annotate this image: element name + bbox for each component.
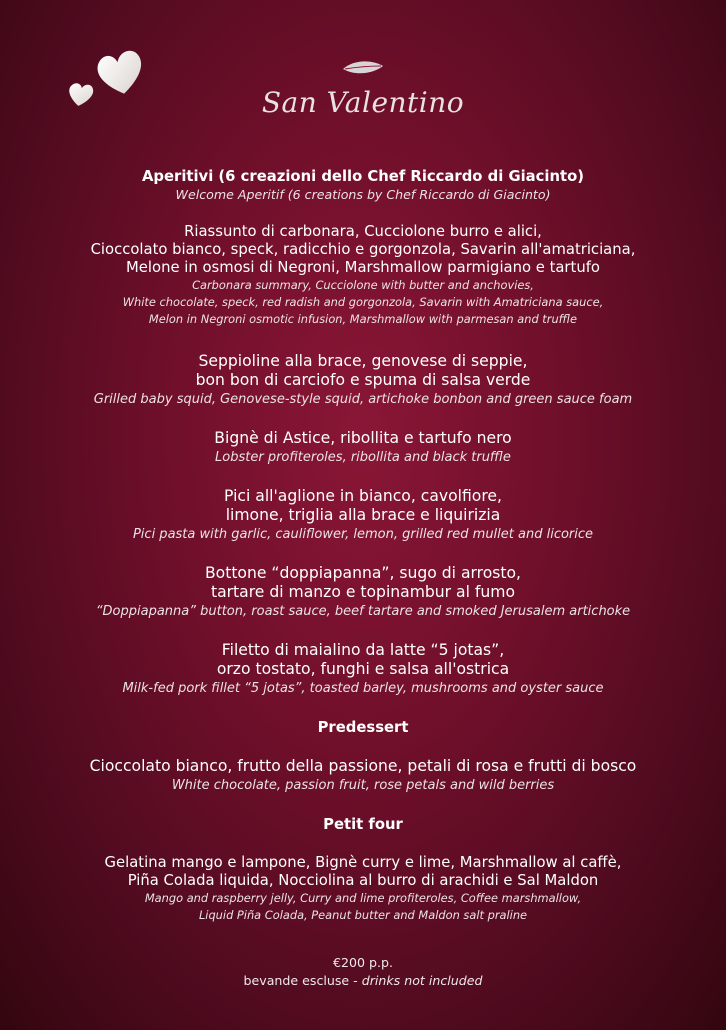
course-line-en: “Doppiapanna” button, roast sauce, beef tartare and smoked Jerusalem artichoke [95, 604, 631, 619]
petit-four [0, 854, 726, 924]
course-line: Bignè di Astice, ribollita e tartufo nero [214, 429, 512, 447]
aperitivi-line: Cioccolato bianco, speck, radicchio e gorgonzola, Savarin all'amatriciana, [90, 241, 636, 258]
aperitivi-title: Aperitivi (6 creazioni dello Chef Riccardo di Giacinto) [141, 168, 585, 185]
course-line: Filetto di maialino da latte “5 jotas”, [221, 641, 505, 659]
course-4 [0, 564, 726, 621]
price: €200 p.p. [332, 955, 394, 970]
aperitivi-title-en: Welcome Aperitif (6 creations by Chef Riccardo di Giacinto) [175, 187, 551, 202]
petit-four-line: Gelatina mango e lampone, Bignè curry e lime, Marshmallow al caffè, [104, 854, 622, 871]
course-5 [0, 641, 726, 698]
brand-title: San Valentino [261, 86, 465, 119]
course-line-en: Pici pasta with garlic, cauliflower, lemon, grilled red mullet and licorice [132, 527, 594, 542]
course-line: Seppioline alla brace, genovese di seppie, [198, 352, 528, 370]
course-3 [0, 487, 726, 544]
course-line: bon bon di carciofo e spuma di salsa verde [195, 371, 531, 389]
predessert-title: Predessert [317, 719, 409, 736]
petit-four-line-en: Mango and raspberry jelly, Curry and lime profiteroles, Coffee marshmallow, [144, 891, 582, 905]
course-line: limone, triglia alla brace e liquirizia [225, 506, 501, 524]
predessert-line: Cioccolato bianco, frutto della passione, petali di rosa e frutti di bosco [89, 757, 637, 775]
aperitivi-line-en: White chocolate, speck, red radish and gorgonzola, Savarin with Amatriciana sauce, [122, 295, 604, 309]
course-line: tartare di manzo e topinambur al fumo [210, 583, 516, 601]
petit-four-line: Piña Colada liquida, Nocciolina al burro di arachidi e Sal Maldon [127, 872, 599, 889]
aperitivi-line: Riassunto di carbonara, Cucciolone burro e alici, [184, 223, 542, 240]
drinks-note-it: bevande escluse - [243, 973, 362, 988]
drinks-note-en: drinks not included [361, 973, 483, 988]
drinks-note [0, 972, 726, 990]
course-line: orzo tostato, funghi e salsa all'ostrica [216, 660, 510, 678]
petit-four-title: Petit four [323, 816, 403, 833]
aperitivi-line-en: Carbonara summary, Cucciolone with butter and anchovies, [192, 278, 534, 292]
leaf-icon [341, 58, 385, 78]
aperitivi-list [0, 223, 726, 328]
aperitivi-header [0, 168, 726, 203]
predessert [0, 757, 726, 795]
predessert-line-en: White chocolate, passion fruit, rose petals and wild berries [171, 778, 555, 793]
course-line-en: Grilled baby squid, Genovese-style squid, artichoke bonbon and green sauce foam [93, 392, 633, 407]
course-line-en: Milk-fed pork fillet “5 jotas”, toasted barley, mushrooms and oyster sauce [122, 681, 604, 696]
course-line: Bottone “doppiapanna”, sugo di arrosto, [204, 564, 522, 582]
petit-four-line-en: Liquid Piña Colada, Peanut butter and Maldon salt praline [198, 908, 528, 922]
course-2 [0, 429, 726, 467]
course-line-en: Lobster profiteroles, ribollita and black truffle [215, 450, 511, 465]
menu-content [0, 168, 726, 990]
course-1 [0, 352, 726, 409]
course-line: Pici all'aglione in bianco, cavolfiore, [224, 487, 502, 505]
aperitivi-line: Melone in osmosi di Negroni, Marshmallow parmigiano e tartufo [126, 259, 600, 276]
aperitivi-line-en: Melon in Negroni osmotic infusion, Marshmallow with parmesan and truffle [148, 312, 578, 326]
price-block [0, 954, 726, 990]
